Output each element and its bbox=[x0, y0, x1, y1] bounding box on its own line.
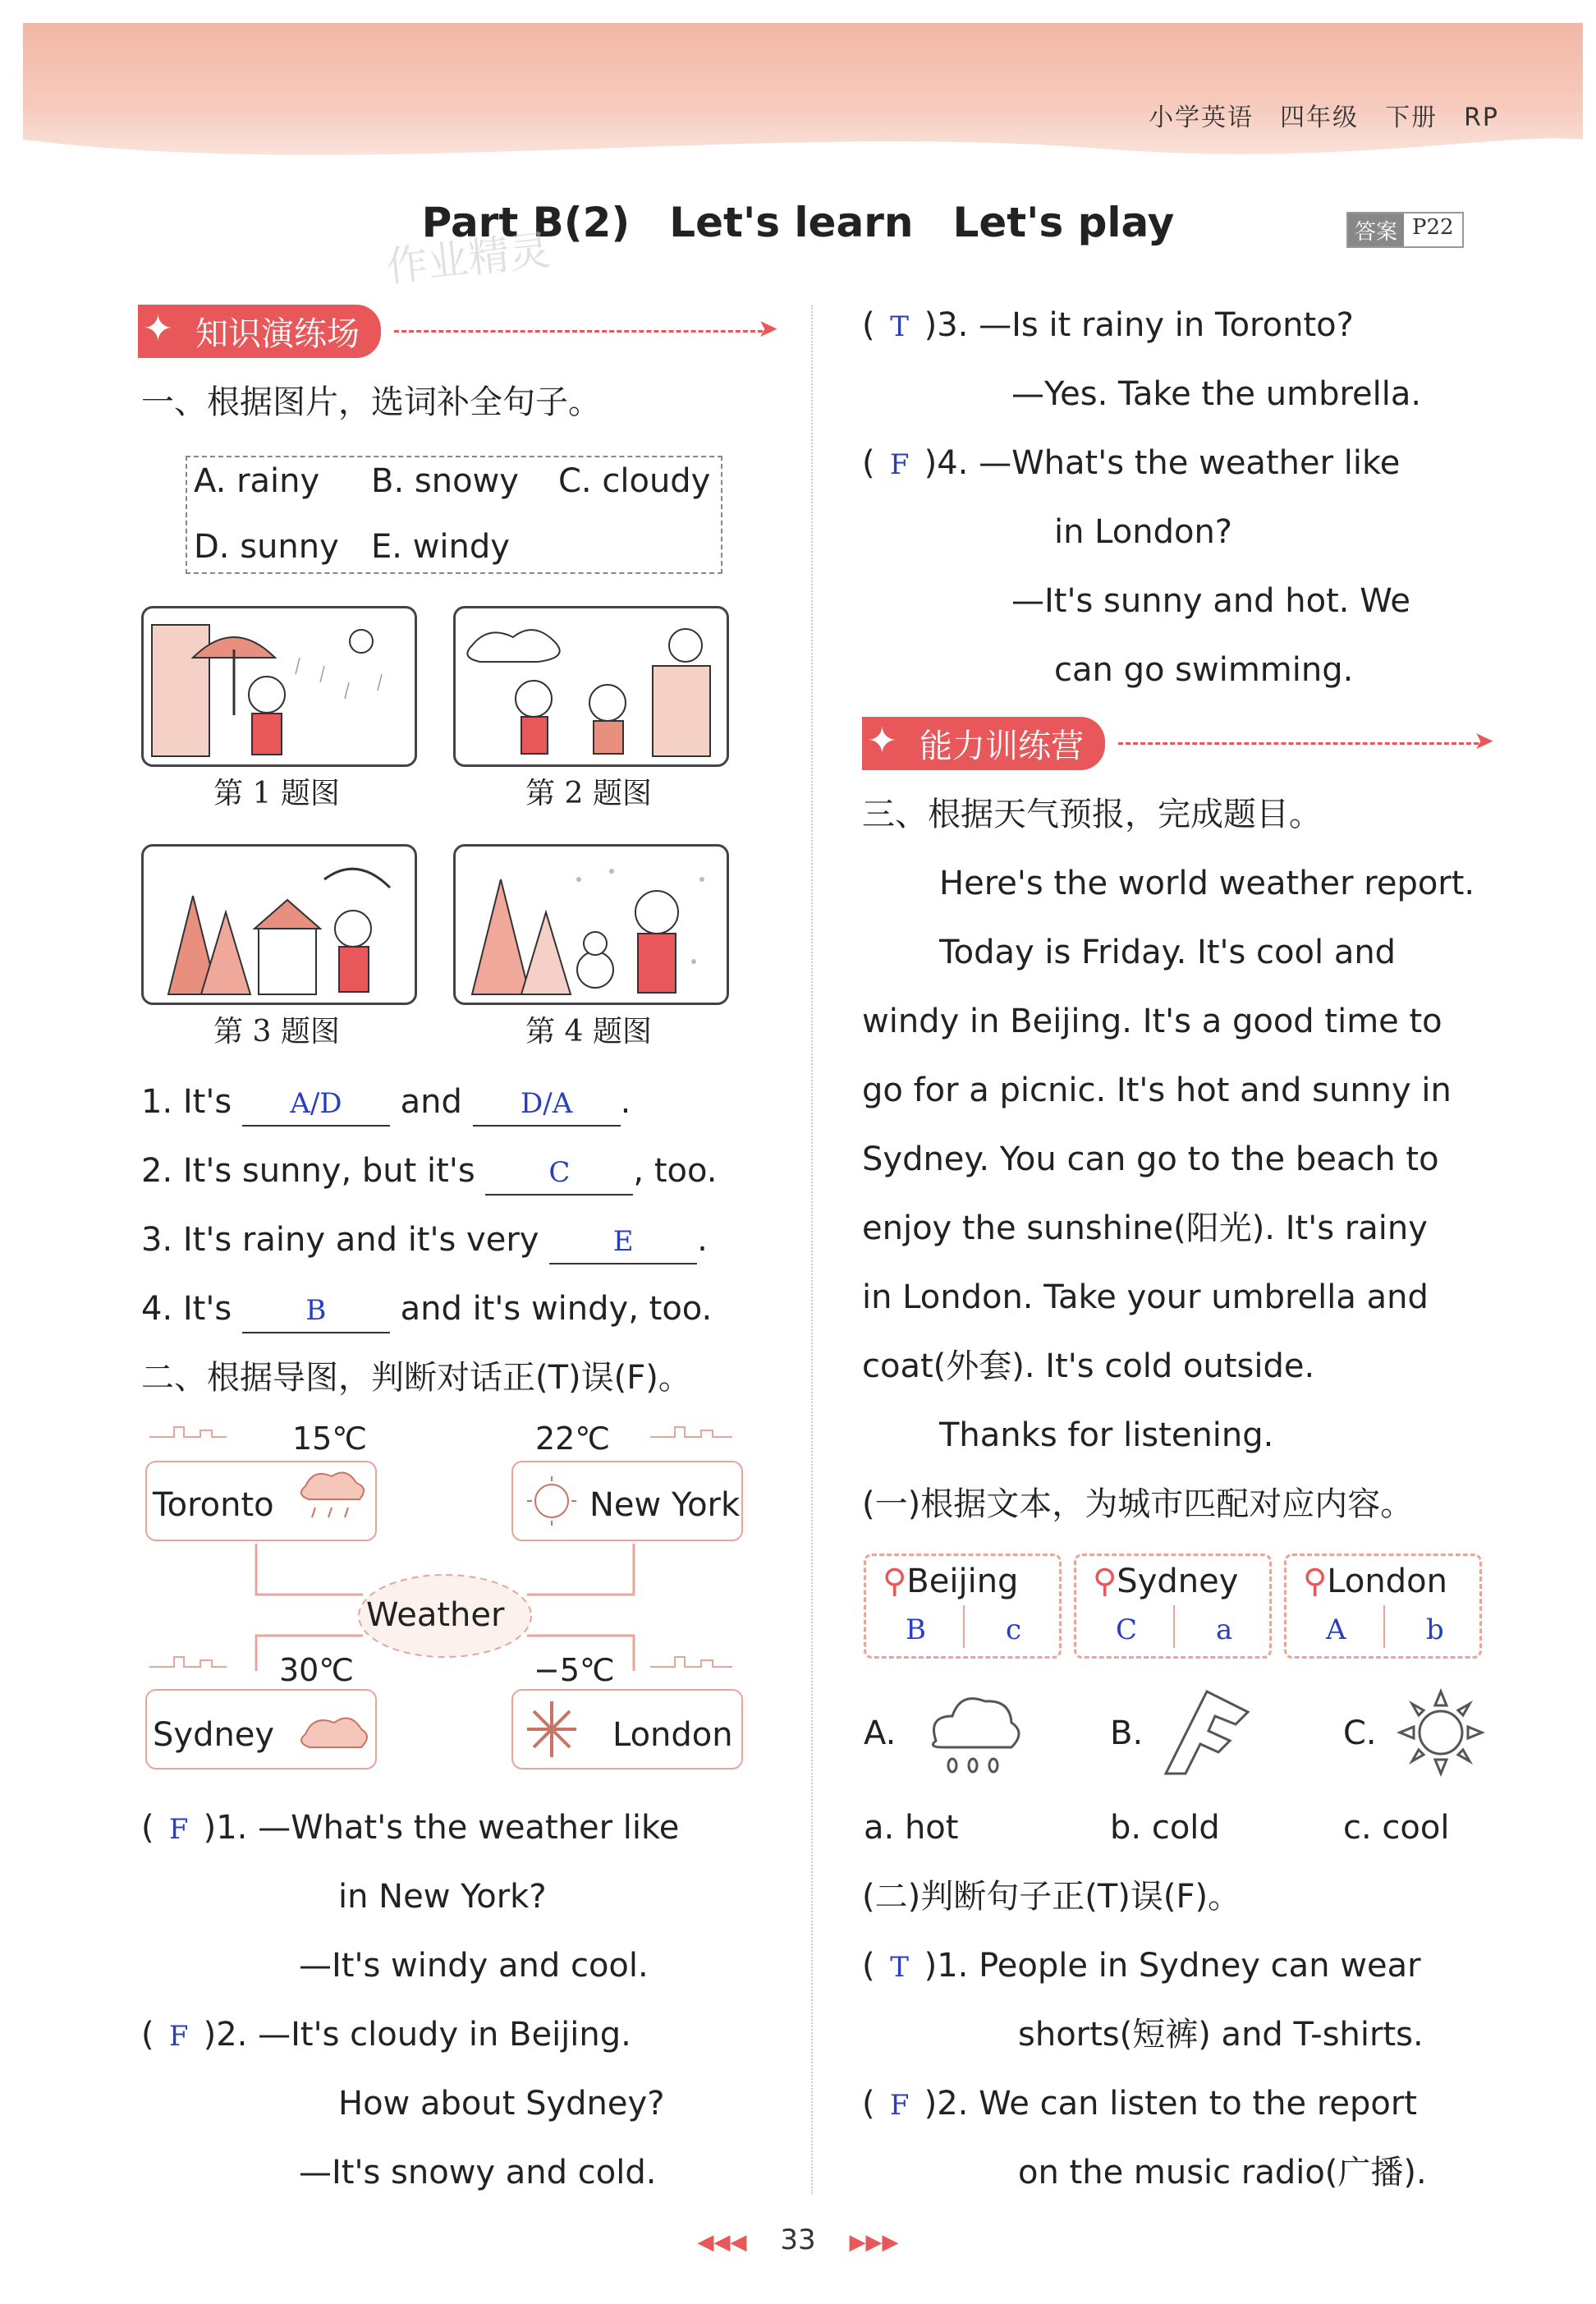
answer: F bbox=[889, 2089, 910, 2122]
column-divider bbox=[811, 305, 813, 2194]
q3-heading: 三、根据天气预报，完成题目。 bbox=[862, 796, 1322, 833]
city-new-york: New York bbox=[589, 1486, 741, 1524]
q2-item-3-line-2: —Yes. Take the umbrella. bbox=[1011, 375, 1422, 413]
q2-item-2-line-2: How about Sydney? bbox=[338, 2085, 665, 2123]
city-toronto: Toronto bbox=[153, 1486, 274, 1524]
picture-3-windy bbox=[141, 844, 417, 1005]
passage-line-2: Today is Friday. It's cool and bbox=[939, 934, 1396, 971]
answer-blank: B bbox=[242, 1289, 390, 1333]
page-title: Part B(2) Let's learn Let's play bbox=[421, 199, 1175, 246]
caption-4: 第 4 题图 bbox=[525, 1015, 652, 1049]
answer-blank: D/A bbox=[473, 1082, 621, 1127]
city-sydney: Sydney bbox=[153, 1716, 275, 1754]
prev-arrows-icon: ◀◀◀ bbox=[697, 2230, 747, 2255]
q2-item-4-line-2: in London? bbox=[1054, 513, 1233, 551]
answer: F bbox=[889, 448, 910, 481]
q2-item-1-line-3: —It's windy and cool. bbox=[299, 1947, 649, 1985]
q2-item-4-line-3: —It's sunny and hot. We bbox=[1011, 582, 1411, 620]
q2-item-1: ( F )1. —What's the weather like bbox=[141, 1793, 679, 1864]
q1-heading: 一、根据图片，选词补全句子。 bbox=[141, 383, 601, 421]
city-box-london: ⚲London A b bbox=[1284, 1554, 1482, 1659]
word-a: a. hot bbox=[864, 1809, 959, 1847]
caption-2: 第 2 题图 bbox=[525, 777, 652, 810]
location-pin-icon: ⚲ bbox=[883, 1563, 907, 1600]
passage-line-7: in London. Take your umbrella and bbox=[862, 1278, 1429, 1316]
q2-item-2: ( F )2. —It's cloudy in Beijing. bbox=[141, 2000, 631, 2071]
next-arrows-icon: ▶▶▶ bbox=[849, 2230, 899, 2255]
picture-label-c: C. bbox=[1343, 1714, 1377, 1752]
picture-label-b: B. bbox=[1110, 1714, 1144, 1752]
passage-line-1: Here's the world weather report. bbox=[939, 865, 1475, 902]
picture-1-rainy bbox=[141, 606, 417, 767]
caption-3: 第 3 题图 bbox=[213, 1015, 340, 1049]
passage-line-8: coat(外套). It's cold outside. bbox=[862, 1347, 1315, 1385]
city-box-sydney: ⚲Sydney C a bbox=[1074, 1554, 1272, 1659]
answer-tag: 答案 P22 bbox=[1346, 212, 1464, 248]
q3-judge-2-line-2: on the music radio(广播). bbox=[1018, 2154, 1427, 2192]
sun-icon bbox=[1396, 1687, 1486, 1778]
options-box: A. rainy B. snowy C. cloudy D. sunny E. windy bbox=[186, 456, 722, 574]
q1-item-1: 1. It's A/D and D/A . bbox=[141, 1067, 631, 1136]
q1-item-4: 4. It's B and it's windy, too. bbox=[141, 1274, 712, 1343]
q2-item-1-line-2: in New York? bbox=[338, 1878, 547, 1916]
q2-heading: 二、根据导图，判断对话正(T)误(F)。 bbox=[141, 1359, 691, 1397]
temp-london: −5℃ bbox=[534, 1652, 615, 1688]
temp-sydney: 30℃ bbox=[279, 1652, 355, 1688]
q2-item-2-line-3: —It's snowy and cold. bbox=[299, 2154, 657, 2192]
rain-cloud-icon bbox=[920, 1683, 1026, 1782]
star-icon: ✦ bbox=[143, 307, 173, 350]
passage-line-3: windy in Beijing. It's a good time to bbox=[862, 1003, 1442, 1040]
temp-new-york: 22℃ bbox=[535, 1420, 611, 1457]
q2-item-4-line-4: can go swimming. bbox=[1054, 651, 1354, 689]
q3-judge-2: ( F )2. We can listen to the report bbox=[862, 2069, 1417, 2140]
q3-judge-1: ( T )1. People in Sydney can wear bbox=[862, 1931, 1421, 2002]
answer: F bbox=[168, 2020, 189, 2053]
city-box-beijing: ⚲Beijing B c bbox=[864, 1554, 1062, 1659]
watermark: 作业精灵 bbox=[383, 226, 553, 291]
passage-line-9: Thanks for listening. bbox=[939, 1416, 1274, 1454]
picture-label-a: A. bbox=[864, 1714, 897, 1752]
answer: F bbox=[168, 1813, 189, 1846]
q3-judge-1-line-2: shorts(短裤) and T-shirts. bbox=[1018, 2016, 1424, 2054]
passage-line-5: Sydney. You can go to the beach to bbox=[862, 1141, 1439, 1178]
wind-icon bbox=[1158, 1683, 1264, 1782]
answer-blank: E bbox=[549, 1220, 697, 1264]
star-icon: ✦ bbox=[867, 719, 897, 762]
passage-line-6: enjoy the sunshine(阳光). It's rainy bbox=[862, 1209, 1428, 1247]
q2-item-4: ( F )4. —What's the weather like bbox=[862, 429, 1400, 499]
word-b: b. cold bbox=[1110, 1809, 1220, 1847]
picture-2-cloudy bbox=[453, 606, 729, 767]
city-london: London bbox=[612, 1716, 733, 1754]
q3-part1-heading: (一)根据文本，为城市匹配对应内容。 bbox=[862, 1485, 1414, 1523]
map-center: Weather bbox=[366, 1596, 505, 1634]
answer-blank: A/D bbox=[242, 1082, 390, 1127]
word-c: c. cool bbox=[1343, 1809, 1450, 1847]
answer: T bbox=[890, 310, 909, 343]
caption-1: 第 1 题图 bbox=[213, 777, 340, 810]
section-banner-1: ✦ 知识演练场 ➤ bbox=[138, 305, 770, 356]
location-pin-icon: ⚲ bbox=[1303, 1563, 1328, 1600]
q1-item-3: 3. It's rainy and it's very E . bbox=[141, 1205, 708, 1274]
passage-line-4: go for a picnic. It's hot and sunny in bbox=[862, 1072, 1452, 1109]
page-number: 33 bbox=[780, 2224, 816, 2256]
temp-toronto: 15℃ bbox=[292, 1420, 368, 1457]
q2-item-3: ( T )3. —Is it rainy in Toronto? bbox=[862, 291, 1354, 361]
location-pin-icon: ⚲ bbox=[1093, 1563, 1117, 1600]
section-banner-2: ✦ 能力训练营 ➤ bbox=[862, 718, 1486, 769]
picture-4-snowy bbox=[453, 844, 729, 1005]
q3-part2-heading: (二)判断句子正(T)误(F)。 bbox=[862, 1878, 1241, 1916]
answer-blank: C bbox=[485, 1151, 633, 1196]
answer: T bbox=[890, 1951, 909, 1984]
q1-item-2: 2. It's sunny, but it's C , too. bbox=[141, 1136, 717, 1205]
series-info: 小学英语 四年级 下册 RP bbox=[1149, 103, 1499, 132]
page-footer bbox=[0, 2224, 1596, 2256]
